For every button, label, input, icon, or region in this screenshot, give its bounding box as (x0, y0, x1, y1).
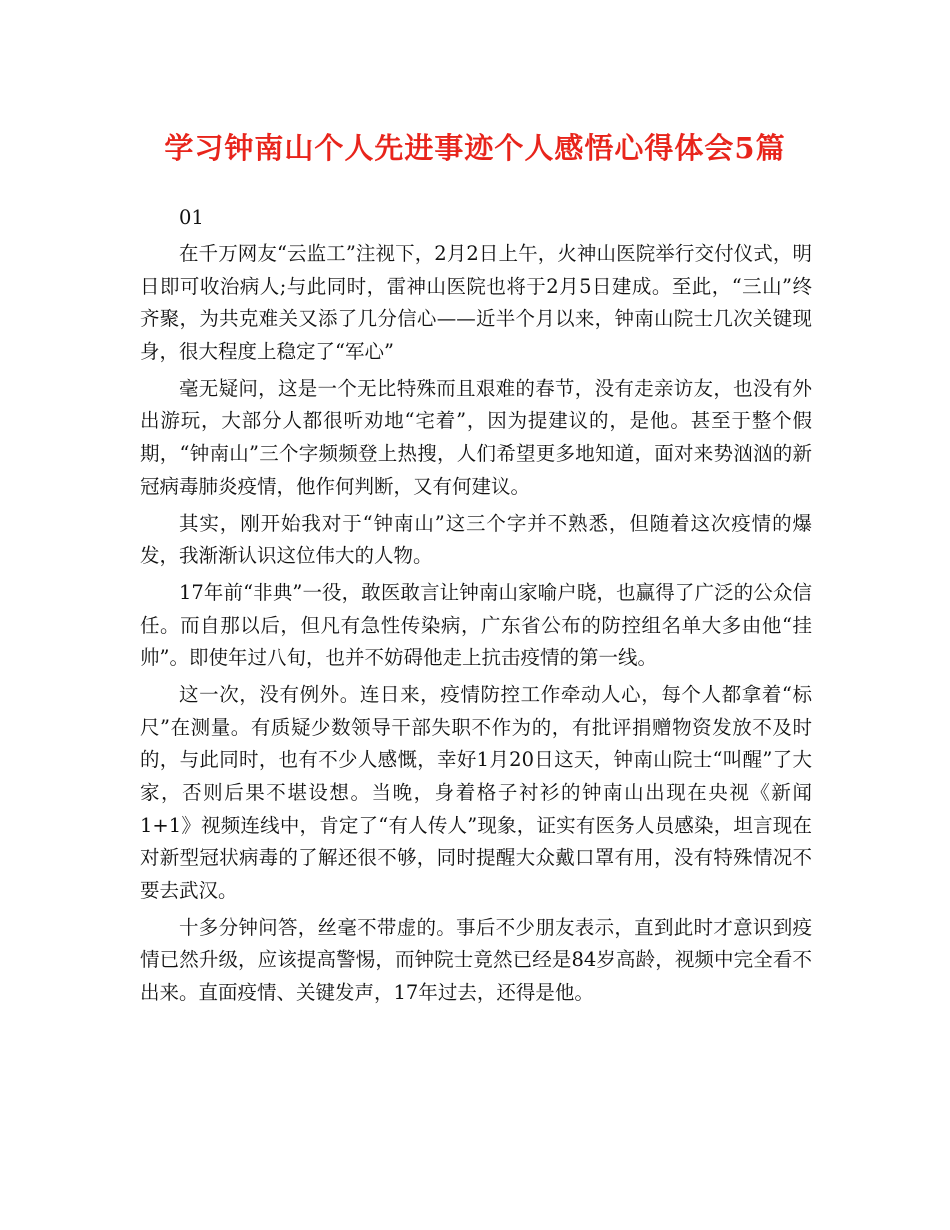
paragraph: 十多分钟问答，丝毫不带虚的。事后不少朋友表示，直到此时才意识到疫情已然升级，应该提高警惕，而钟院士竟然已经是84岁高龄，视频中完全看不出来。直面疫情、关键发声，17年过去，还得是他。 (140, 915, 812, 1004)
paragraph: 其实，刚开始我对于“钟南山”这三个字并不熟悉，但随着这次疫情的爆发，我渐渐认识这位伟大的人物。 (140, 511, 812, 568)
paragraph: 这一次，没有例外。连日来，疫情防控工作牵动人心，每个人都拿着“标尺”在测量。有质疑少数领导干部失职不作为的，有批评捐赠物资发放不及时的，与此同时，也有不少人感慨，幸好1月20日这天，钟南山院士“叫醒”了大家，否则后果不堪设想。当晚，身着格子衬衫的钟南山出现在央视《新闻1+1》视频连线中，肯定了“有人传人”现象，证实有医务人员感染，坦言现在对新型冠状病毒的了解还很不够，同时提醒大众戴口罩有用，没有特殊情况不要去武汉。 (140, 683, 812, 902)
paragraph: 17年前“非典”一役，敢医敢言让钟南山家喻户晓，也赢得了广泛的公众信任。而自那以后，但凡有急性传染病，广东省公布的防控组名单大多由他“挂帅”。即使年过八旬，也并不妨碍他走上抗击疫情的第一线。 (140, 581, 812, 670)
paragraph: 在千万网友“云监工”注视下，2月2日上午，火神山医院举行交付仪式，明日即可收治病人;与此同时，雷神山医院也将于2月5日建成。至此，“三山”终齐聚，为共克难关又添了几分信心——近半个月以来，钟南山院士几次关键现身，很大程度上稳定了“军心” (140, 241, 812, 363)
document-body (140, 202, 812, 1014)
paragraph: 毫无疑问，这是一个无比特殊而且艰难的春节，没有走亲访友，也没有外出游玩，大部分人都很听劝地“宅着”，因为提建议的，是他。甚至于整个假期，“钟南山”三个字频频登上热搜，人们希望更多地知道，面对来势汹汹的新冠病毒肺炎疫情，他作何判断，又有何建议。 (140, 376, 812, 498)
document-title: 学习钟南山个人先进事迹个人感悟心得体会5篇 (164, 131, 786, 165)
section-number: 01 (179, 206, 204, 229)
